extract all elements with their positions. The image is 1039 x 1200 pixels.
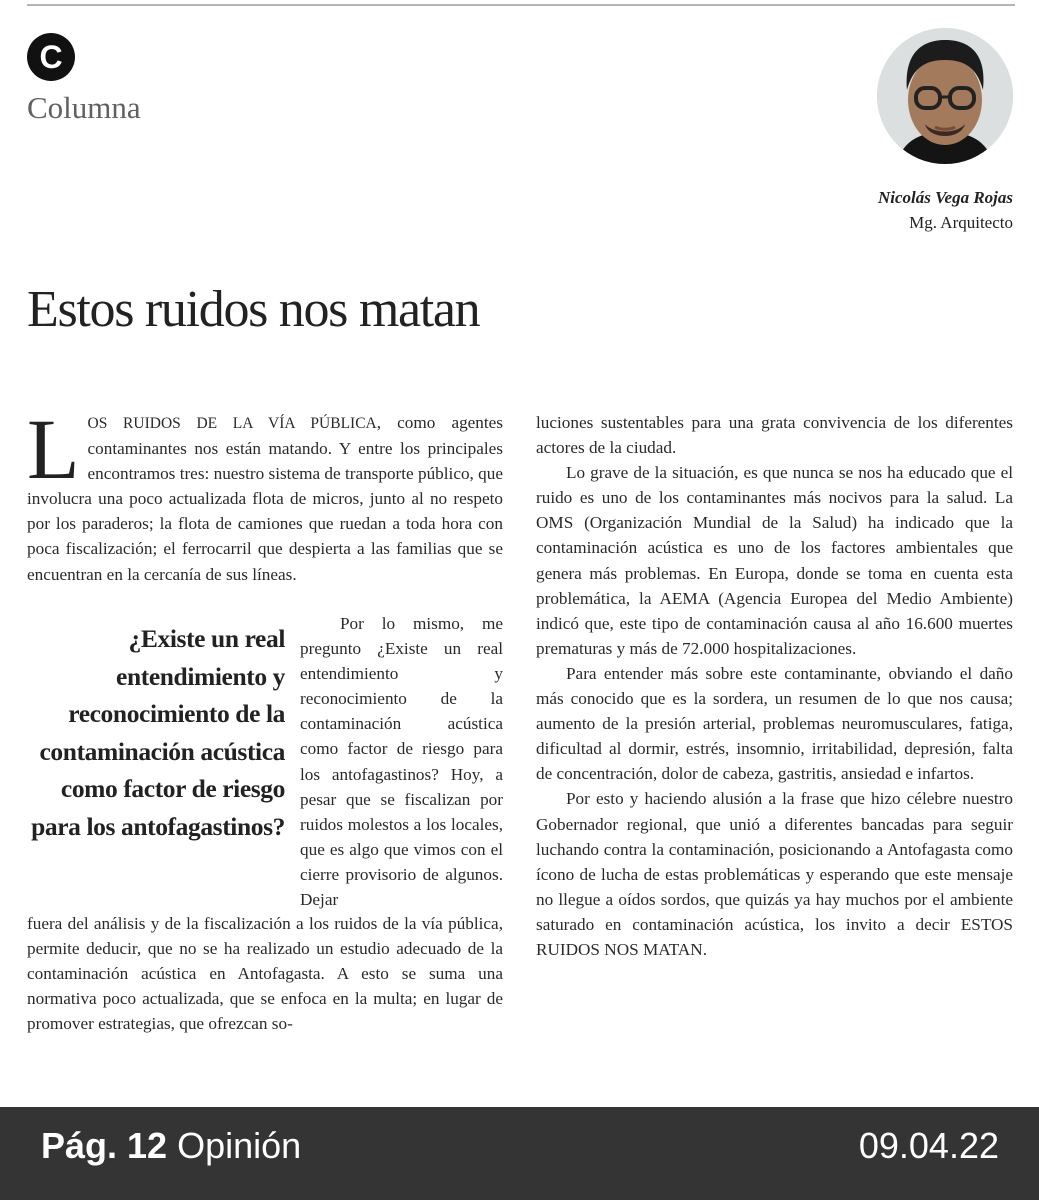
author-role: Mg. Arquitecto <box>909 213 1013 232</box>
column-1-bottom <box>27 911 503 1036</box>
footer-date: 09.04.22 <box>858 1125 999 1166</box>
author-block <box>878 186 1013 235</box>
paragraph-intro <box>27 401 503 587</box>
author-portrait-icon <box>877 28 1013 164</box>
column-badge-icon: C <box>27 33 75 81</box>
page-footer <box>0 1107 1039 1200</box>
author-photo <box>877 28 1013 164</box>
column-2 <box>536 410 1013 962</box>
pull-quote: ¿Existe un real entendimiento y reconocimiento de la contaminación acústica como factor de riesgo para los antofagastinos? <box>31 624 285 841</box>
page-number: Pág. 12 <box>41 1125 168 1166</box>
section-label: Columna <box>27 90 141 125</box>
footer-section: Opinión <box>177 1125 302 1166</box>
intro-text: , como agentes contaminantes nos están matando. Y entre los principales encontramos tres: nuestro sistema de transporte público, que involucra una poco actualizada flota de micros, junto al no respeto por los paraderos; la flota de camiones que ruedan a toda hora con poca fiscalización; el ferrocarril que despierta a las familias que se encuentran en la cercanía de sus líneas. <box>27 413 503 584</box>
paragraph-continuation: luciones sustentables para una grata convivencia de los diferentes actores de la ciudad. <box>536 413 1013 458</box>
paragraph-closing: Por esto y haciendo alusión a la frase que hizo célebre nuestro Gobernador regional, que unió a diferentes bancadas para seguir luchando contra la contaminación, posicionando a Antofagasta como ícono de lucha de estas problemáticas y esperando que este mensaje no llegue a oídos sordos, que quizás ya hay muchos por el ambiente saturado en contaminación acústica, los invito a decir ESTOS RUIDOS NOS MATAN. <box>536 789 1013 959</box>
paragraph-health: Lo grave de la situación, es que nunca se nos ha educado que el ruido es uno de los contaminantes más nocivos para la salud. La OMS (Organización Mundial de la Salud) ha indicado que la contaminación acústica es uno de los factores ambientales que genera más problemas. En Europa, donde se toma en cuenta esta problemática, la AEMA (Agencia Europea del Medio Ambiente) indicó que, este tipo de contaminación causa al año 16.600 muertes prematuras y más de 72.000 hospitalizaciones. <box>536 463 1013 658</box>
top-rule <box>27 4 1015 6</box>
paragraph-question: Por lo mismo, me pregunto ¿Existe un real entendimiento y reconocimiento de la contaminación acústica como factor de riesgo para los antofagastinos? Hoy, a pesar que se fiscalizan por ruidos molestos a los locales, que es algo que vimos con el cierre provisorio de algunos. Dejar <box>300 614 503 910</box>
paragraph-question-cont: fuera del análisis y de la fiscalización a los ruidos de la vía pública, permite deducir, que no se ha realizado un estudio adecuado de la contaminación acústica en Antofagasta. A esto se suma una normativa poco actualizada, que se enfoca en la multa; en lugar de promover estrategias, que ofrezcan so- <box>27 914 503 1034</box>
column-1-narrow <box>300 611 503 912</box>
paragraph-effects: Para entender más sobre este contaminante, obviando el daño más conocido que es la sordera, un resumen de lo que nos causa; aumento de la presión arterial, problemas neuromusculares, fatiga, dificultad al dormir, estrés, insomnio, irritabilidad, depresión, falta de concentración, dolor de cabeza, gastritis, ansiedad e infartos. <box>536 663 1013 784</box>
article-title: Estos ruidos nos matan <box>27 281 480 338</box>
author-name: Nicolás Vega Rojas <box>877 188 1013 207</box>
lead-caps: OS RUIDOS DE LA VÍA PÚBLICA <box>87 415 377 432</box>
column-1-top <box>27 401 503 587</box>
footer-page-info <box>41 1125 301 1167</box>
drop-cap: L <box>27 401 80 497</box>
